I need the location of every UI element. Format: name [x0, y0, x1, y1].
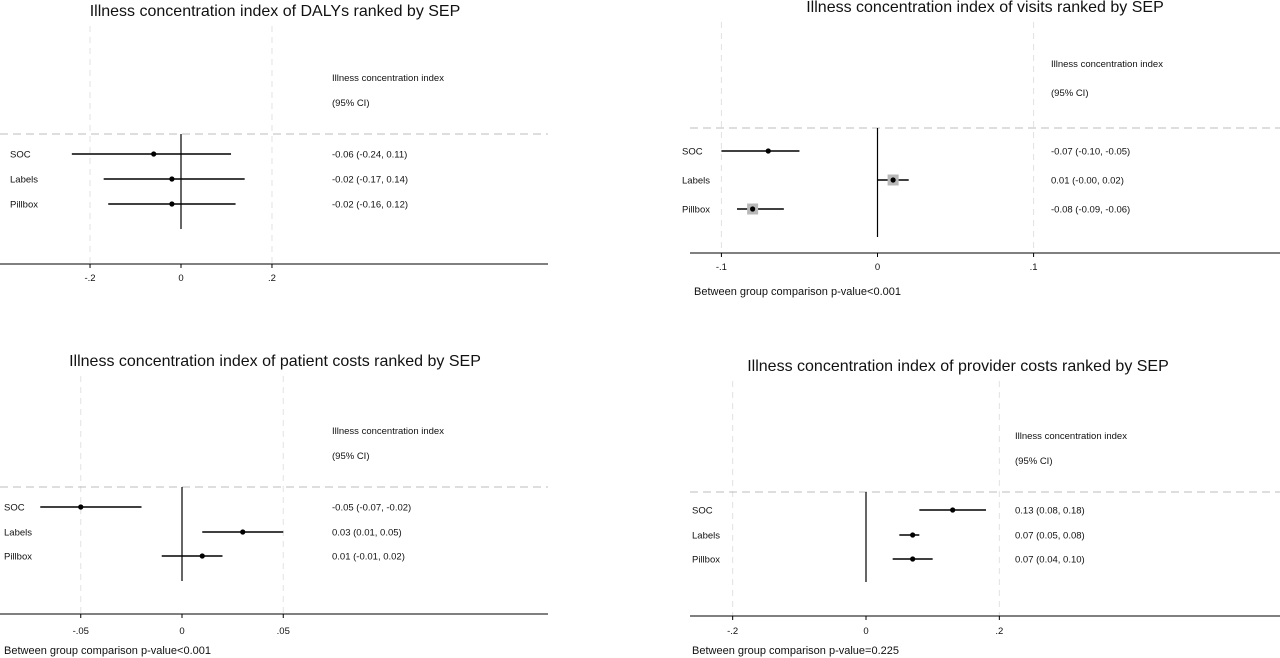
ci-value: 0.01 (-0.01, 0.02) [332, 551, 405, 563]
row-label: Labels [692, 530, 720, 542]
point-estimate [169, 201, 174, 206]
forest-panel-3 [0, 353, 548, 657]
chart-title: Illness concentration index of provider costs ranked by SEP [747, 358, 1169, 375]
row-label: SOC [692, 505, 713, 517]
row-label: Pillbox [682, 204, 710, 216]
ci-header: Illness concentration index [1015, 431, 1127, 442]
row-label: Pillbox [4, 551, 32, 563]
row-label: Labels [4, 527, 32, 539]
ci-value: 0.03 (0.01, 0.05) [332, 527, 402, 539]
row-label: SOC [682, 146, 703, 158]
ci-value: 0.07 (0.04, 0.10) [1015, 554, 1085, 566]
x-tick-label: .2 [995, 626, 1004, 637]
chart-title: Illness concentration index of visits ranked by SEP [806, 0, 1164, 16]
ci-subheader: (95% CI) [1015, 456, 1053, 467]
point-estimate [950, 507, 955, 512]
ci-header: Illness concentration index [332, 73, 444, 84]
forest-panel-2 [682, 0, 1280, 298]
row-label: SOC [10, 149, 31, 161]
ci-value: -0.06 (-0.24, 0.11) [332, 149, 408, 161]
ci-value: 0.13 (0.08, 0.18) [1015, 505, 1085, 517]
point-estimate [891, 177, 896, 182]
x-tick-label: -.2 [727, 626, 739, 637]
chart-title: Illness concentration index of patient costs ranked by SEP [69, 353, 481, 370]
comparison-note: Between group comparison p-value=0.225 [692, 645, 899, 657]
row-label: Labels [682, 175, 710, 187]
chart-title: Illness concentration index of DALYs ranked by SEP [89, 3, 461, 20]
x-tick-label: .05 [276, 626, 290, 637]
comparison-note: Between group comparison p-value<0.001 [4, 645, 211, 657]
ci-value: 0.07 (0.05, 0.08) [1015, 530, 1085, 542]
forest-panel-1 [0, 3, 548, 284]
point-estimate [200, 553, 205, 558]
x-tick-label: 0 [178, 273, 184, 284]
ci-subheader: (95% CI) [332, 98, 370, 109]
point-estimate [750, 206, 755, 211]
row-label: Pillbox [10, 199, 38, 211]
point-estimate [169, 176, 174, 181]
point-estimate [78, 504, 83, 509]
ci-value: -0.02 (-0.16, 0.12) [332, 199, 409, 211]
ci-subheader: (95% CI) [1051, 88, 1089, 99]
row-label: SOC [4, 502, 25, 514]
x-tick-label: 0 [863, 626, 869, 637]
ci-header: Illness concentration index [1051, 59, 1163, 70]
x-tick-label: -.2 [84, 273, 96, 284]
x-tick-label: 0 [179, 626, 185, 637]
forest-panel-4 [690, 358, 1280, 657]
point-estimate [910, 532, 915, 537]
x-tick-label: .2 [267, 273, 276, 284]
x-tick-label: 0 [874, 262, 881, 273]
ci-header: Illness concentration index [332, 426, 444, 437]
comparison-note: Between group comparison p-value<0.001 [694, 286, 901, 298]
ci-value: 0.01 (-0.00, 0.02) [1051, 175, 1124, 187]
ci-value: -0.08 (-0.09, -0.06) [1051, 204, 1131, 216]
ci-value: -0.05 (-0.07, -0.02) [332, 502, 412, 514]
point-estimate [240, 529, 245, 534]
row-label: Labels [10, 174, 38, 186]
ci-subheader: (95% CI) [332, 451, 370, 462]
point-estimate [151, 151, 156, 156]
point-estimate [766, 148, 771, 153]
x-tick-label: .1 [1029, 262, 1038, 273]
ci-value: -0.02 (-0.17, 0.14) [332, 174, 409, 186]
ci-value: -0.07 (-0.10, -0.05) [1051, 146, 1131, 158]
row-label: Pillbox [692, 554, 720, 566]
point-estimate [910, 556, 915, 561]
x-tick-label: -.1 [715, 262, 727, 273]
x-tick-label: -.05 [72, 626, 89, 637]
